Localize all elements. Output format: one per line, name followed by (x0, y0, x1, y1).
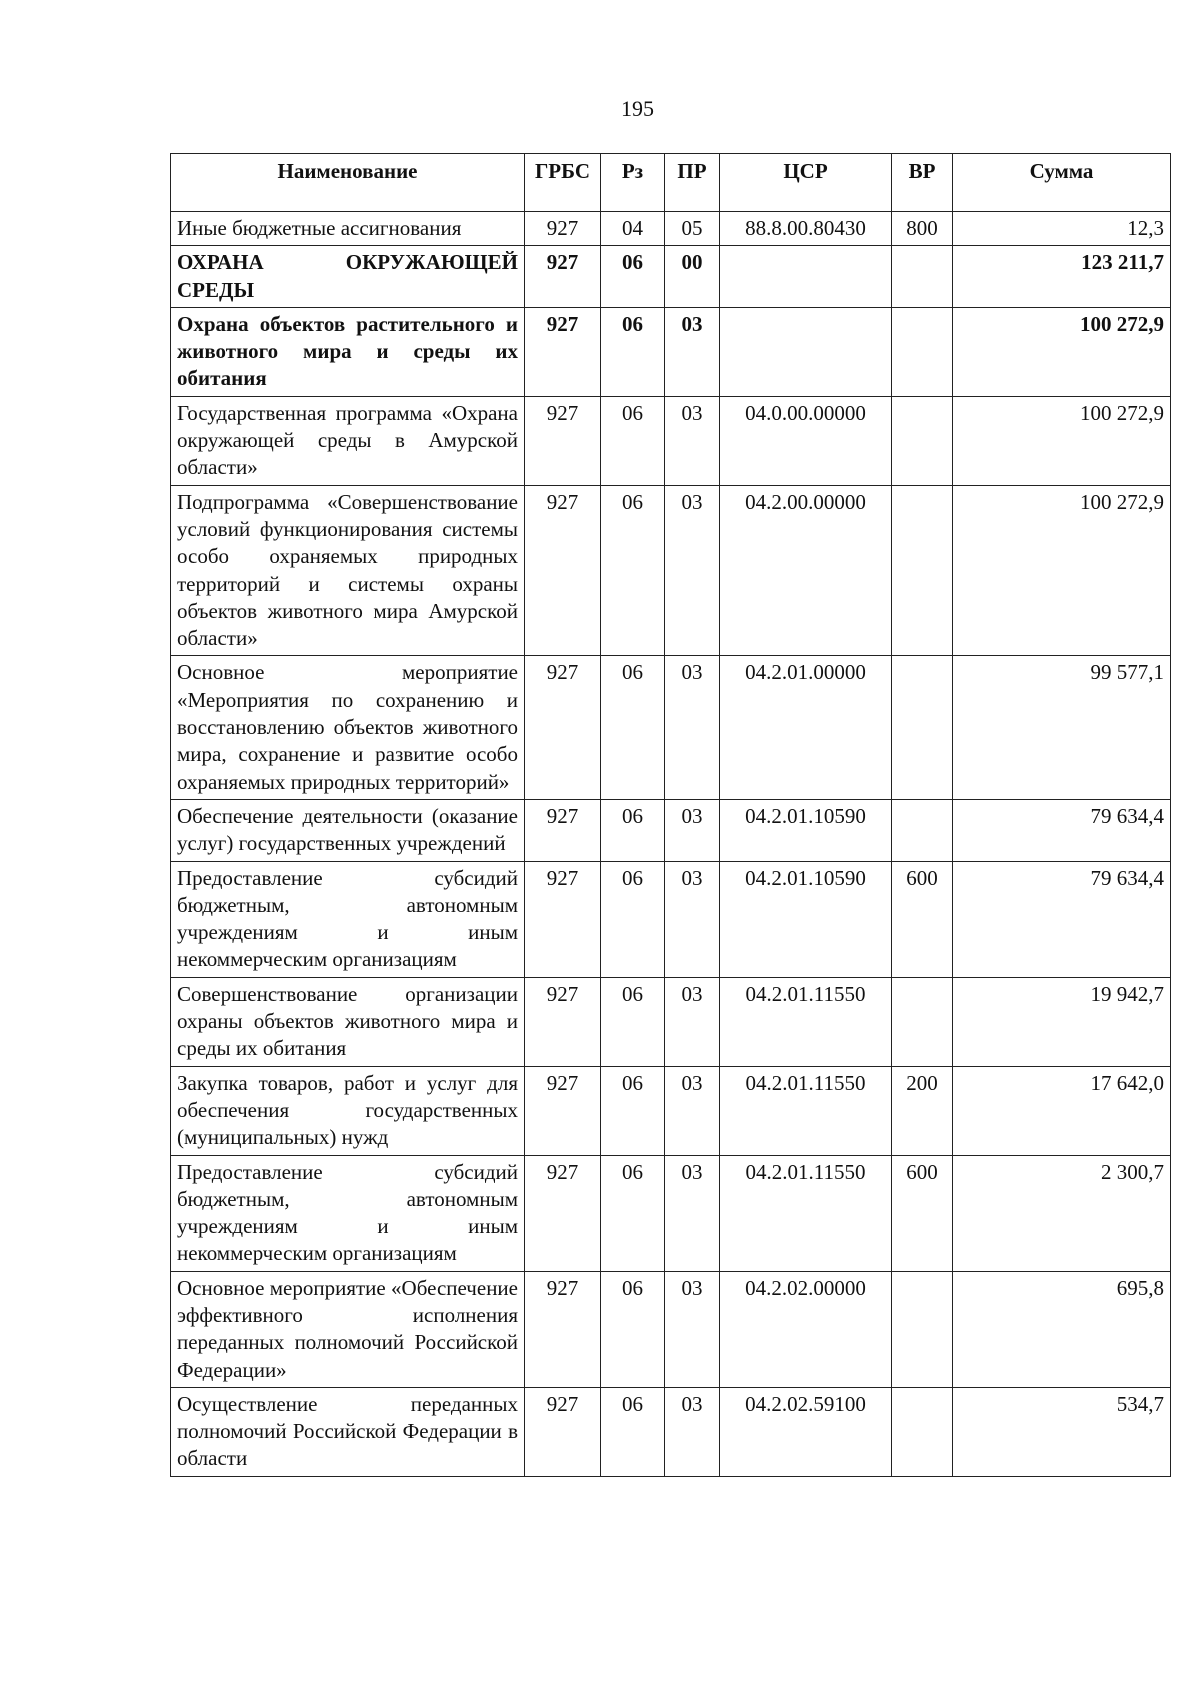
row-grbs-cell: 927 (525, 1066, 601, 1155)
table-row (171, 1066, 1171, 1155)
row-rz-cell: 06 (601, 1387, 665, 1476)
row-vr-cell (892, 485, 953, 656)
table-row (171, 307, 1171, 396)
header-vr: ВР (892, 154, 953, 212)
row-csr-cell: 04.2.01.00000 (720, 656, 892, 799)
row-pr-cell: 03 (665, 1066, 720, 1155)
row-name-cell: Обеспечение деятельности (оказание услуг) государственных учреждений (171, 799, 525, 861)
row-grbs-cell: 927 (525, 1387, 601, 1476)
row-vr-cell: 200 (892, 1066, 953, 1155)
row-vr-cell: 600 (892, 861, 953, 977)
row-vr-cell: 600 (892, 1155, 953, 1271)
row-csr-cell (720, 246, 892, 308)
table-row (171, 977, 1171, 1066)
table-row (171, 799, 1171, 861)
row-csr-cell: 04.2.01.11550 (720, 977, 892, 1066)
row-rz-cell: 06 (601, 246, 665, 308)
row-grbs-cell: 927 (525, 246, 601, 308)
row-pr-cell: 05 (665, 212, 720, 246)
row-rz-cell: 06 (601, 485, 665, 656)
row-csr-cell: 04.2.02.59100 (720, 1387, 892, 1476)
row-pr-cell: 00 (665, 246, 720, 308)
row-vr-cell: 800 (892, 212, 953, 246)
row-sum-cell: 123 211,7 (953, 246, 1171, 308)
row-pr-cell: 03 (665, 485, 720, 656)
row-rz-cell: 06 (601, 1066, 665, 1155)
table-row (171, 1155, 1171, 1271)
page-number: 195 (621, 96, 654, 121)
table-row (171, 1387, 1171, 1476)
row-rz-cell: 06 (601, 1155, 665, 1271)
row-vr-cell (892, 307, 953, 396)
table-row (171, 246, 1171, 308)
row-vr-cell (892, 977, 953, 1066)
table-row (171, 396, 1171, 485)
row-name-cell: Закупка товаров, работ и услуг для обеспечения государственных (муниципальных) нужд (171, 1066, 525, 1155)
header-grbs: ГРБС (525, 154, 601, 212)
row-pr-cell: 03 (665, 977, 720, 1066)
row-grbs-cell: 927 (525, 861, 601, 977)
row-pr-cell: 03 (665, 1387, 720, 1476)
row-csr-cell: 04.2.01.11550 (720, 1155, 892, 1271)
row-sum-cell: 79 634,4 (953, 799, 1171, 861)
row-name-cell: Основное мероприятие «Обеспечение эффективного исполнения переданных полномочий Российской Федерации» (171, 1271, 525, 1387)
row-grbs-cell: 927 (525, 799, 601, 861)
row-name-cell: Совершенствование организации охраны объектов животного мира и среды их обитания (171, 977, 525, 1066)
row-sum-cell: 100 272,9 (953, 307, 1171, 396)
row-pr-cell: 03 (665, 1155, 720, 1271)
header-csr: ЦСР (720, 154, 892, 212)
row-name-cell: Иные бюджетные ассигнования (171, 212, 525, 246)
table-body (171, 212, 1171, 1477)
row-grbs-cell: 927 (525, 977, 601, 1066)
header-pr: ПР (665, 154, 720, 212)
row-name-cell: Охрана объектов растительного и животного мира и среды их обитания (171, 307, 525, 396)
row-sum-cell: 695,8 (953, 1271, 1171, 1387)
row-rz-cell: 06 (601, 656, 665, 799)
row-rz-cell: 06 (601, 861, 665, 977)
row-name-cell: ОХРАНА ОКРУЖАЮЩЕЙ СРЕДЫ (171, 246, 525, 308)
table-header-row (171, 154, 1171, 212)
row-name-cell: Предоставление субсидий бюджетным, автономным учреждениям и иным некоммерческим организациям (171, 861, 525, 977)
row-sum-cell: 19 942,7 (953, 977, 1171, 1066)
row-name-cell: Подпрограмма «Совершенствование условий функционирования системы особо охраняемых природных территорий и системы охраны объектов животного мира Амурской области» (171, 485, 525, 656)
row-sum-cell: 99 577,1 (953, 656, 1171, 799)
row-grbs-cell: 927 (525, 656, 601, 799)
row-csr-cell: 04.2.00.00000 (720, 485, 892, 656)
row-sum-cell: 17 642,0 (953, 1066, 1171, 1155)
row-vr-cell (892, 799, 953, 861)
table-row (171, 485, 1171, 656)
row-grbs-cell: 927 (525, 1271, 601, 1387)
row-vr-cell (892, 1271, 953, 1387)
row-grbs-cell: 927 (525, 212, 601, 246)
table-row (171, 1271, 1171, 1387)
row-vr-cell (892, 1387, 953, 1476)
row-pr-cell: 03 (665, 799, 720, 861)
row-rz-cell: 06 (601, 396, 665, 485)
row-sum-cell: 100 272,9 (953, 396, 1171, 485)
row-pr-cell: 03 (665, 1271, 720, 1387)
header-name: Наименование (171, 154, 525, 212)
row-csr-cell: 04.2.02.00000 (720, 1271, 892, 1387)
row-sum-cell: 534,7 (953, 1387, 1171, 1476)
row-pr-cell: 03 (665, 861, 720, 977)
row-name-cell: Осуществление переданных полномочий Российской Федерации в области (171, 1387, 525, 1476)
header-rz: Рз (601, 154, 665, 212)
row-pr-cell: 03 (665, 307, 720, 396)
row-name-cell: Государственная программа «Охрана окружающей среды в Амурской области» (171, 396, 525, 485)
row-rz-cell: 06 (601, 307, 665, 396)
row-grbs-cell: 927 (525, 485, 601, 656)
row-pr-cell: 03 (665, 656, 720, 799)
row-rz-cell: 06 (601, 799, 665, 861)
row-sum-cell: 2 300,7 (953, 1155, 1171, 1271)
row-csr-cell: 04.2.01.10590 (720, 861, 892, 977)
row-rz-cell: 06 (601, 1271, 665, 1387)
row-vr-cell (892, 246, 953, 308)
row-rz-cell: 04 (601, 212, 665, 246)
row-grbs-cell: 927 (525, 307, 601, 396)
row-csr-cell (720, 307, 892, 396)
row-csr-cell: 04.0.00.00000 (720, 396, 892, 485)
row-name-cell: Основное мероприятие «Мероприятия по сохранению и восстановлению объектов животного мира, сохранение и развитие особо охраняемых природных территорий» (171, 656, 525, 799)
row-sum-cell: 79 634,4 (953, 861, 1171, 977)
header-sum: Сумма (953, 154, 1171, 212)
row-vr-cell (892, 396, 953, 485)
table-row (171, 861, 1171, 977)
row-pr-cell: 03 (665, 396, 720, 485)
row-grbs-cell: 927 (525, 1155, 601, 1271)
row-csr-cell: 04.2.01.10590 (720, 799, 892, 861)
row-csr-cell: 88.8.00.80430 (720, 212, 892, 246)
budget-table (170, 153, 1171, 1477)
table-row (171, 656, 1171, 799)
table-row (171, 212, 1171, 246)
row-sum-cell: 100 272,9 (953, 485, 1171, 656)
row-rz-cell: 06 (601, 977, 665, 1066)
row-csr-cell: 04.2.01.11550 (720, 1066, 892, 1155)
row-vr-cell (892, 656, 953, 799)
row-sum-cell: 12,3 (953, 212, 1171, 246)
row-grbs-cell: 927 (525, 396, 601, 485)
row-name-cell: Предоставление субсидий бюджетным, автономным учреждениям и иным некоммерческим организациям (171, 1155, 525, 1271)
